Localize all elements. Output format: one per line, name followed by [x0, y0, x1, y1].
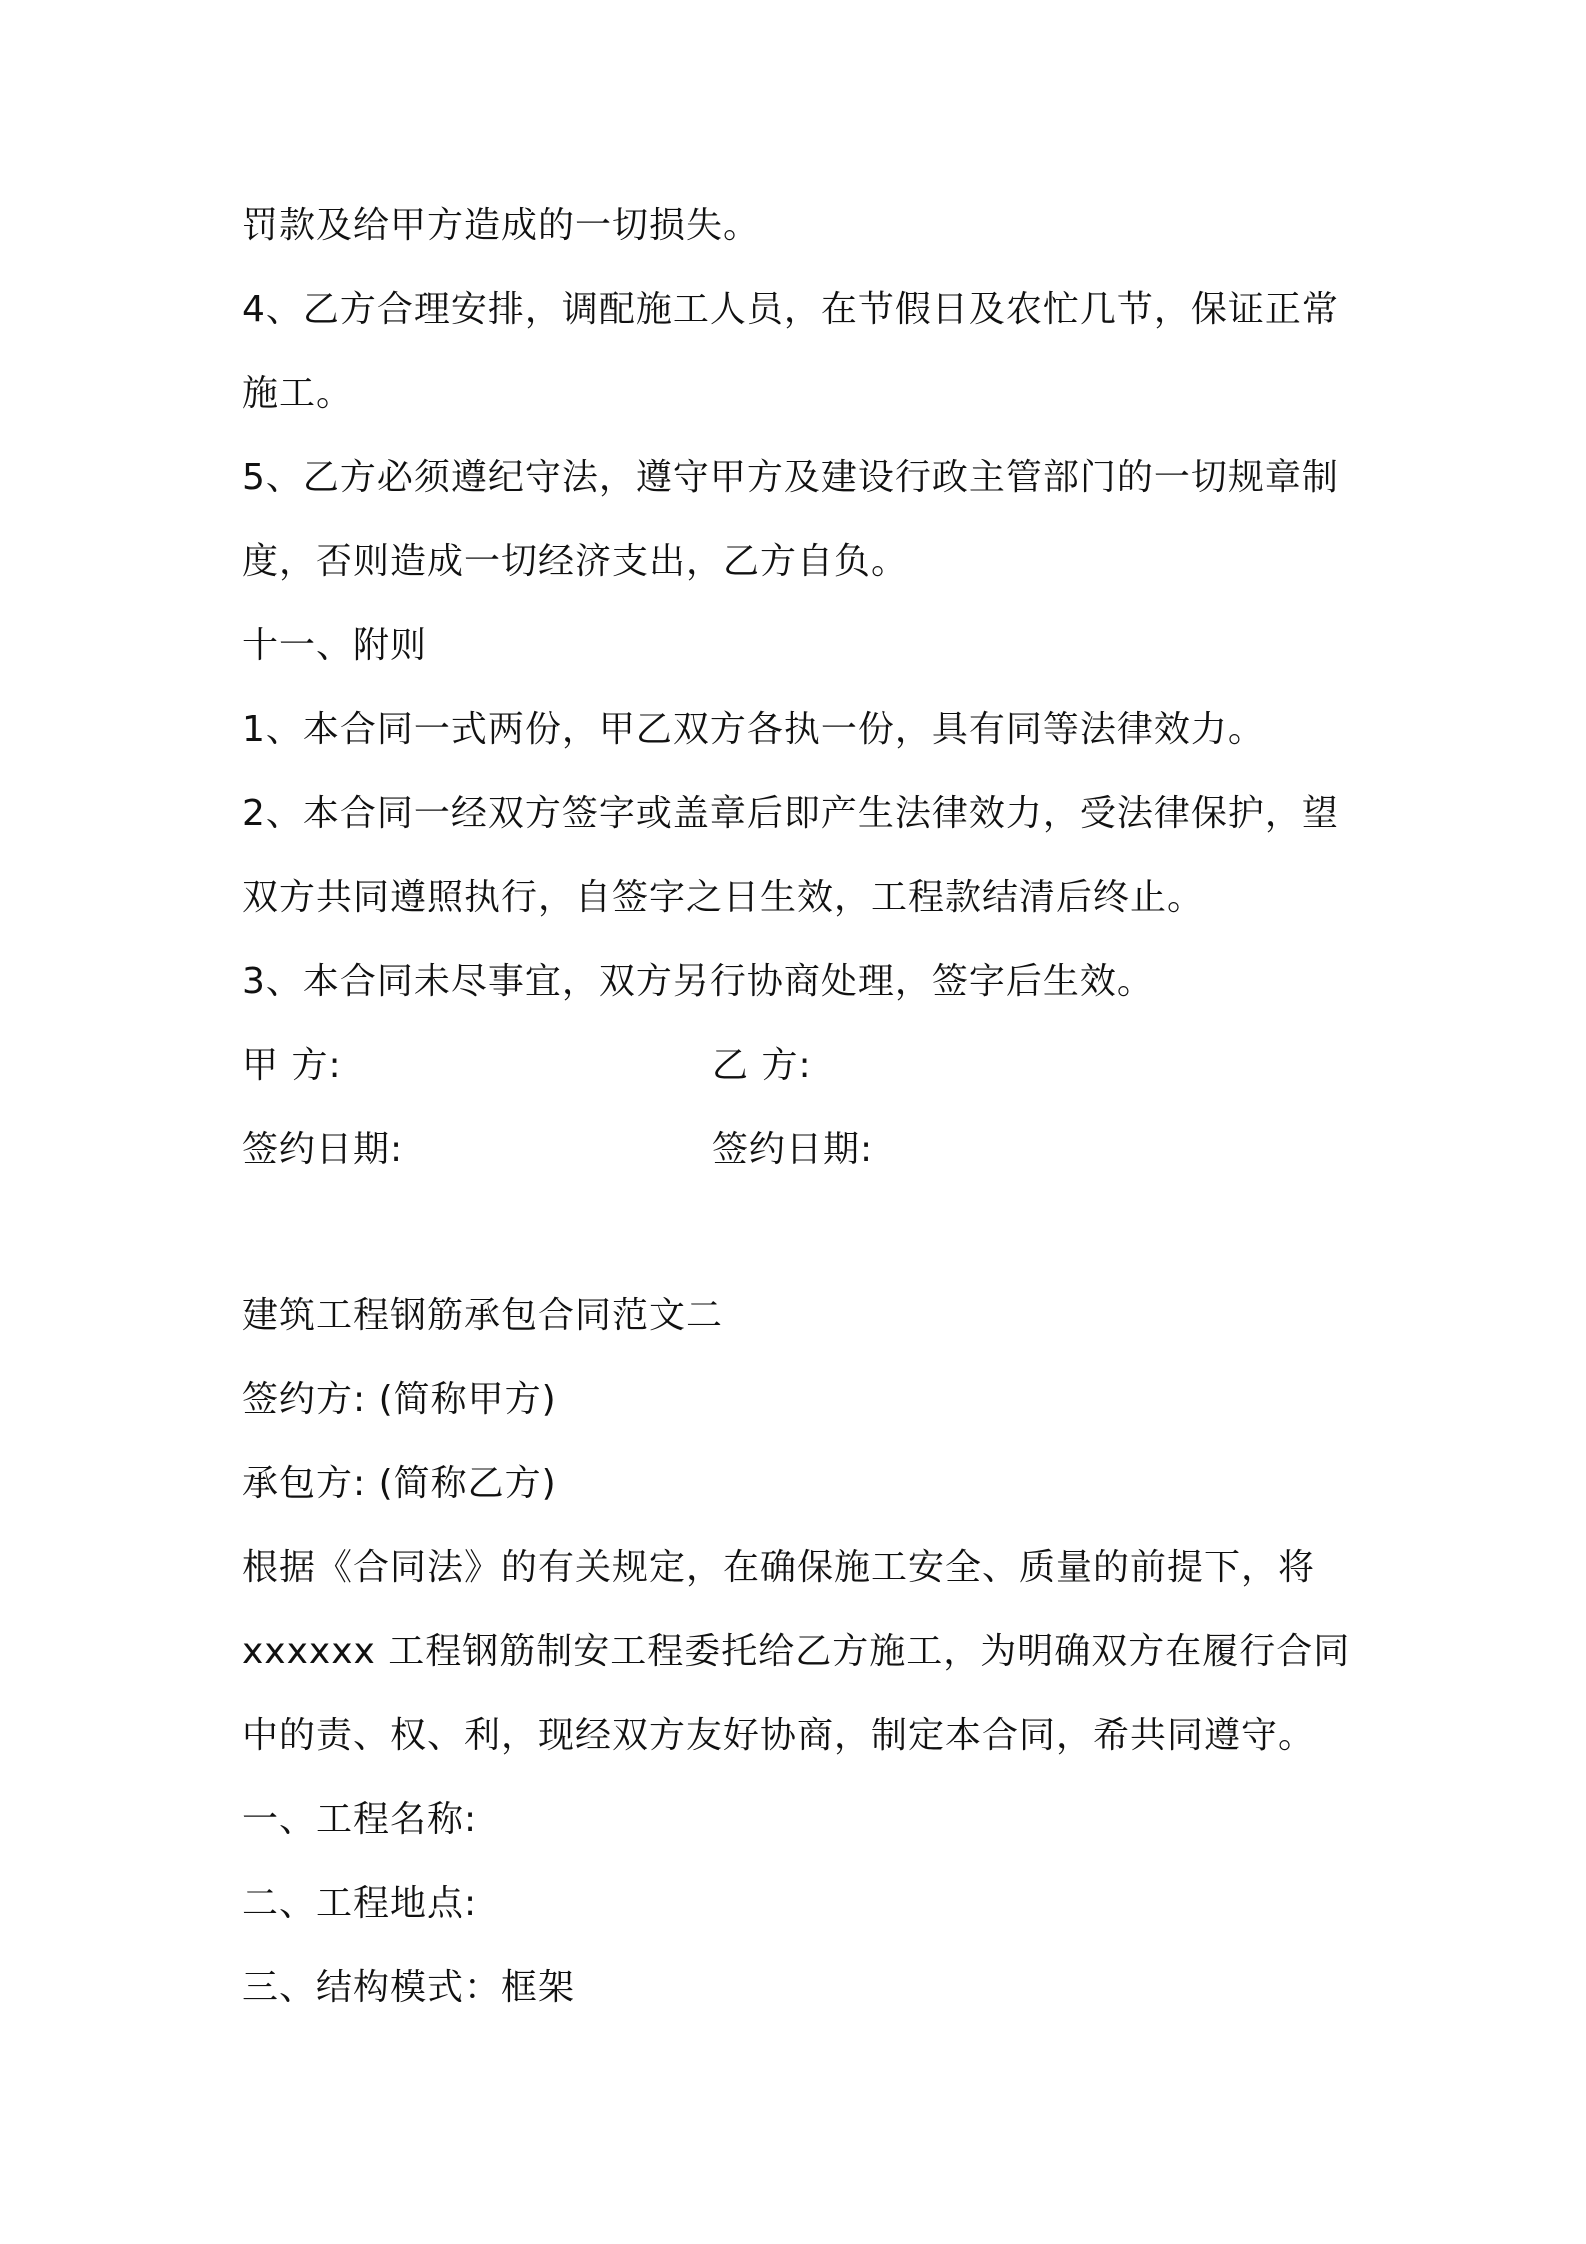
paragraph-line: 4、乙方合理安排，调配施工人员，在节假日及农忙几节，保证正常	[242, 289, 1339, 330]
paragraph-line: 罚款及给甲方造成的一切损失。	[242, 205, 761, 246]
party-b-label: 乙 方:	[712, 1045, 812, 1086]
paragraph-line: 5、乙方必须遵纪守法，遵守甲方及建设行政主管部门的一切规章制	[242, 457, 1339, 498]
section-heading: 三、结构模式：框架	[242, 1967, 576, 2008]
paragraph-line: 1、本合同一式两份，甲乙双方各执一份，具有同等法律效力。	[242, 709, 1265, 750]
paragraph-line: 承包方: (简称乙方)	[242, 1463, 557, 1504]
document-title: 建筑工程钢筋承包合同范文二	[242, 1295, 724, 1336]
section-heading: 十一、附则	[242, 625, 428, 666]
paragraph-line: xxxxxx 工程钢筋制安工程委托给乙方施工，为明确双方在履行合同	[242, 1631, 1351, 1672]
paragraph-line: 3、本合同未尽事宜，双方另行协商处理，签字后生效。	[242, 961, 1154, 1002]
party-b-date-label: 签约日期:	[712, 1129, 874, 1170]
section-heading: 二、工程地点:	[242, 1883, 478, 1924]
paragraph-line: 2、本合同一经双方签字或盖章后即产生法律效力，受法律保护，望	[242, 793, 1339, 834]
paragraph-line: 中的责、权、利，现经双方友好协商，制定本合同，希共同遵守。	[242, 1715, 1316, 1756]
party-a-label: 甲 方:	[242, 1045, 342, 1086]
paragraph-line: 度，否则造成一切经济支出，乙方自负。	[242, 541, 909, 582]
paragraph-line: 签约方: (简称甲方)	[242, 1379, 557, 1420]
paragraph-line: 双方共同遵照执行，自签字之日生效，工程款结清后终止。	[242, 877, 1205, 918]
paragraph-line: 施工。	[242, 373, 354, 414]
paragraph-line: 根据《合同法》的有关规定，在确保施工安全、质量的前提下，将	[242, 1547, 1316, 1588]
party-a-date-label: 签约日期:	[242, 1129, 404, 1170]
section-heading: 一、工程名称:	[242, 1799, 478, 1840]
